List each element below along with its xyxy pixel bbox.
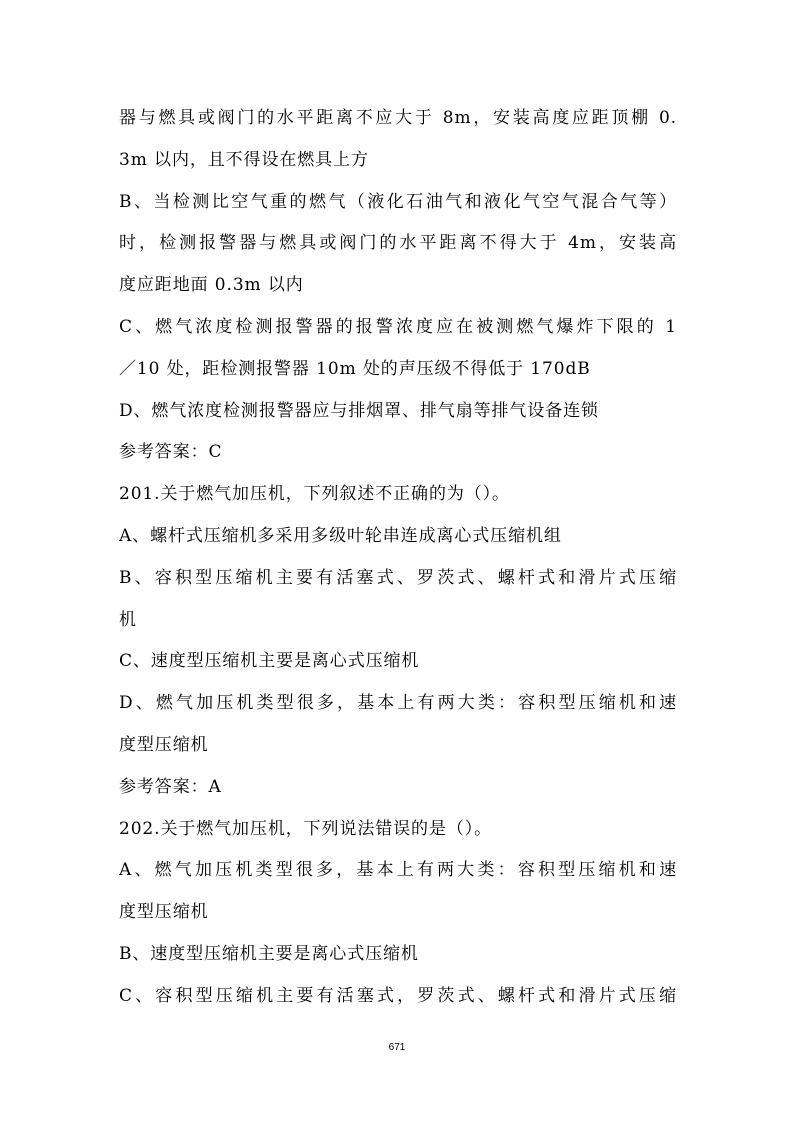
text-line: C、速度型压缩机主要是离心式压缩机 bbox=[119, 651, 420, 672]
text-line: D、燃气加压机类型很多，基本上有两大类：容积型压缩机和速 bbox=[119, 693, 677, 714]
text-line: A、螺杆式压缩机多采用多级叶轮串连成离心式压缩机组 bbox=[119, 525, 562, 546]
question-line: 201.关于燃气加压机，下列叙述不正确的为（）。 bbox=[119, 484, 510, 505]
question-line: 202.关于燃气加压机，下列说法错误的是（）。 bbox=[119, 818, 493, 839]
text-line: 度型压缩机 bbox=[119, 734, 209, 755]
text-line: ／10 处，距检测报警器 10m 处的声压级不得低于 170dB bbox=[119, 358, 591, 379]
text-line: B、速度型压缩机主要是离心式压缩机 bbox=[119, 943, 419, 964]
text-line: C、容积型压缩机主要有活塞式，罗茨式、螺杆式和滑片式压缩 bbox=[119, 985, 677, 1006]
answer-line: 参考答案：A bbox=[119, 776, 222, 797]
page-body bbox=[119, 98, 677, 1018]
text-line: A、燃气加压机类型很多，基本上有两大类：容积型压缩机和速 bbox=[119, 860, 677, 881]
text-line: 器与燃具或阀门的水平距离不应大于 8m，安装高度应距顶棚 0. bbox=[119, 108, 677, 128]
page-number: 671 bbox=[388, 1042, 406, 1053]
text-line: 机 bbox=[119, 609, 137, 630]
text-line: B、当检测比空气重的燃气（液化石油气和液化气空气混合气等） bbox=[119, 191, 677, 212]
text-line: 时，检测报警器与燃具或阀门的水平距离不得大于 4m，安装高 bbox=[119, 233, 677, 254]
text-line: D、燃气浓度检测报警器应与排烟罩、排气扇等排气设备连锁 bbox=[119, 400, 599, 421]
text-line: 度型压缩机 bbox=[119, 902, 209, 923]
text-line: 度应距地面 0.3m 以内 bbox=[119, 275, 304, 296]
text-line: B、容积型压缩机主要有活塞式、罗茨式、螺杆式和滑片式压缩 bbox=[119, 567, 677, 588]
answer-line: 参考答案：C bbox=[119, 442, 223, 463]
text-line: 3m 以内，且不得设在燃具上方 bbox=[119, 149, 369, 170]
text-line: C、燃气浓度检测报警器的报警浓度应在被测燃气爆炸下限的 1 bbox=[119, 316, 677, 337]
